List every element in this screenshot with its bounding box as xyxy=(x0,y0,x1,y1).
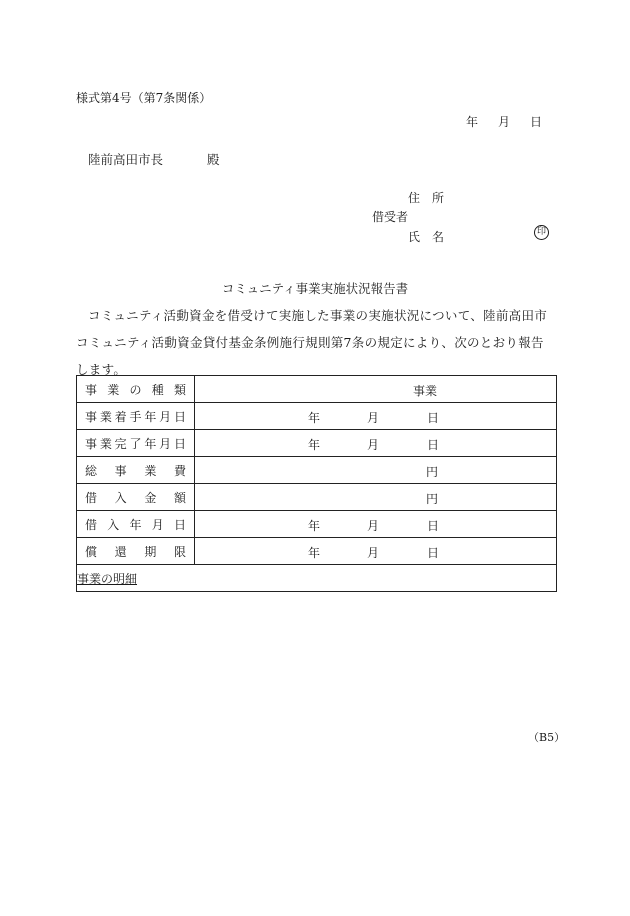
date-day: 日 xyxy=(530,115,543,129)
date-month-label: 月 xyxy=(367,411,380,425)
row-label-cell xyxy=(77,430,195,457)
row-value-cell[interactable] xyxy=(195,430,557,457)
row-label xyxy=(77,381,194,398)
borrower-label: 借受者 xyxy=(372,210,409,224)
row-label-char: 日 xyxy=(173,517,186,532)
report-table xyxy=(76,375,557,592)
table-row xyxy=(77,511,557,538)
date-day-label: 日 xyxy=(427,411,440,425)
addressee-honorific: 殿 xyxy=(207,152,220,167)
row-label-cell xyxy=(77,403,195,430)
row-label-cell xyxy=(77,376,195,403)
table-row xyxy=(77,538,557,565)
details-cell xyxy=(77,565,557,592)
date-year-label: 年 xyxy=(308,546,321,560)
row-label-char: 入 xyxy=(107,517,120,532)
table-row xyxy=(77,484,557,511)
row-label xyxy=(77,435,194,452)
date-year-label: 年 xyxy=(308,519,321,533)
row-label-cell xyxy=(77,511,195,538)
row-label-char: 日 xyxy=(173,436,186,451)
row-value-cell[interactable] xyxy=(195,538,557,565)
row-label-char: 業 xyxy=(99,409,112,424)
project-suffix-label: 事業 xyxy=(413,384,438,398)
row-label-char: 類 xyxy=(173,382,186,397)
row-label-char: 月 xyxy=(159,436,172,451)
date-month-label: 月 xyxy=(367,438,380,452)
table-row xyxy=(77,457,557,484)
date-month-label: 月 xyxy=(367,546,380,560)
date-year-label: 年 xyxy=(308,438,321,452)
row-label-char: 額 xyxy=(173,490,186,505)
row-label-char: 完 xyxy=(114,436,127,451)
table-row xyxy=(77,376,557,403)
row-label-char: 入 xyxy=(114,490,127,505)
details-row xyxy=(77,565,557,592)
row-label-char: 了 xyxy=(129,436,142,451)
row-label-char: 金 xyxy=(144,490,157,505)
row-label-cell xyxy=(77,457,195,484)
row-label-char: 着 xyxy=(114,409,127,424)
row-label-char: 限 xyxy=(173,544,186,559)
row-label-char: 業 xyxy=(107,382,120,397)
paper-size-note: （B5） xyxy=(528,731,566,744)
row-label-cell xyxy=(77,538,195,565)
row-label-char: 手 xyxy=(129,409,142,424)
row-label xyxy=(77,408,194,425)
date-day-label: 日 xyxy=(427,546,440,560)
report-statement: コミュニティ活動資金を借受けて実施した事業の実施状況について、陸前高田市コミュニティ活動資金貸付基金条例施行規則第7条の規定により、次のとおり報告します。 xyxy=(76,308,548,377)
row-label-char: 月 xyxy=(159,409,172,424)
seal-icon: 印 xyxy=(534,225,549,240)
addressee xyxy=(88,150,220,168)
date-month-label: 月 xyxy=(367,519,380,533)
row-label xyxy=(77,462,194,479)
row-value-cell[interactable] xyxy=(195,457,557,484)
row-label-char: 事 xyxy=(85,436,98,451)
table-row xyxy=(77,403,557,430)
row-label-char: 年 xyxy=(144,409,157,424)
row-label-char: 事 xyxy=(85,382,98,397)
row-label xyxy=(77,516,194,533)
address-label: 住 所 xyxy=(408,191,445,205)
row-label-char: 業 xyxy=(144,463,157,478)
row-label-char: 期 xyxy=(144,544,157,559)
row-label-char: 日 xyxy=(173,409,186,424)
row-value-cell[interactable] xyxy=(195,484,557,511)
details-label: 事業の明細 xyxy=(77,571,138,586)
row-label-char: 月 xyxy=(151,517,164,532)
date-year: 年 xyxy=(466,115,479,129)
row-label-cell xyxy=(77,484,195,511)
document-title: コミュニティ事業実施状況報告書 xyxy=(221,281,409,296)
row-label-char: 事 xyxy=(85,409,98,424)
row-value-cell[interactable] xyxy=(195,511,557,538)
row-label-char: 年 xyxy=(144,436,157,451)
row-label-char: 借 xyxy=(85,517,98,532)
row-label-char: 費 xyxy=(173,463,186,478)
date-year-label: 年 xyxy=(308,411,321,425)
table-row xyxy=(77,430,557,457)
date-month: 月 xyxy=(498,115,511,129)
row-label-char: 年 xyxy=(129,517,142,532)
row-label-char: 総 xyxy=(85,463,98,478)
row-label-char: 業 xyxy=(99,436,112,451)
date-day-label: 日 xyxy=(427,519,440,533)
row-label xyxy=(77,543,194,560)
row-label xyxy=(77,489,194,506)
row-label-char: 借 xyxy=(85,490,98,505)
row-label-char: 事 xyxy=(114,463,127,478)
row-value-cell[interactable] xyxy=(195,403,557,430)
form-number-label: 様式第4号（第7条関係） xyxy=(76,91,212,105)
date-day-label: 日 xyxy=(427,438,440,452)
row-label-char: 償 xyxy=(85,544,98,559)
row-value-cell[interactable] xyxy=(195,376,557,403)
yen-unit-label: 円 xyxy=(426,492,439,506)
name-label: 氏 名 xyxy=(408,230,445,244)
row-label-char: 種 xyxy=(151,382,164,397)
addressee-name: 陸前高田市長 xyxy=(88,152,164,167)
row-label-char: 還 xyxy=(114,544,127,559)
row-label-char: の xyxy=(129,382,142,397)
submission-date xyxy=(466,113,542,130)
yen-unit-label: 円 xyxy=(426,465,439,479)
